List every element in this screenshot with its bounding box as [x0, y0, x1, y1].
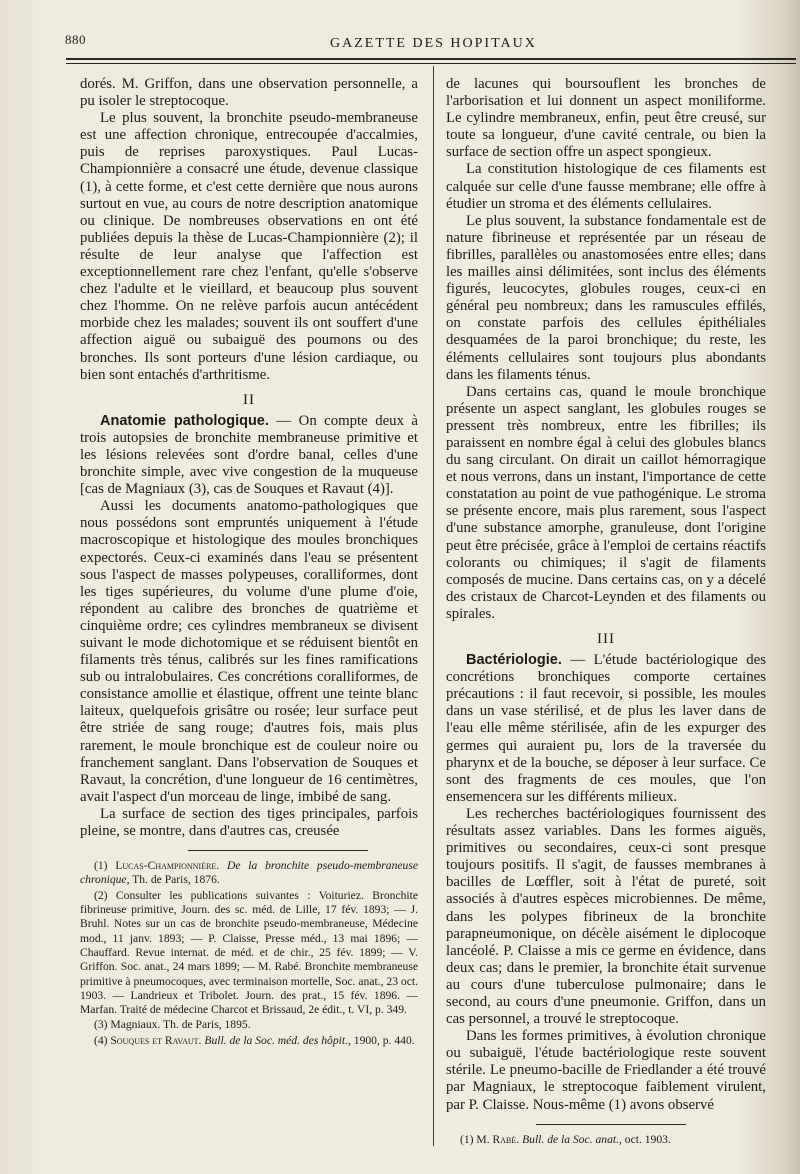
footnote-author: Souques et Ravaut.	[110, 1033, 202, 1047]
footnote: (1) M. Rabé. Bull. de la Soc. anat., oct. 1903.	[460, 1132, 671, 1146]
footnote-rule	[536, 1124, 686, 1125]
footnote: (1) Lucas-Championnière. De la bronchite pseudo-membraneuse chronique, Th. de Paris, 1876.	[80, 859, 418, 887]
paragraph-text: — On compte deux à trois autopsies de bronchite membraneuse primitive et les lésions relevées sont d'ordre banal, celles d'une bronchite simple, avec vive congestion de la muqueuse [cas de Magniaux (3), cas de Souques et Ravaut (4)].	[80, 412, 418, 498]
footnote-author: Lucas-Championnière.	[115, 859, 220, 873]
section-number: III	[597, 631, 615, 647]
paragraph-text: — L'étude bactériologique des concrétions bronchiques comporte certaines précautions : il faut recevoir, si possible, les moules dans un vase stérilisé, et de plus les laver dans de l'eau elle même stérilisée, afin de les expurger des germes qui auraient pu, lors de la traversée du pharynx et de la bouche, se déposer à leur surface. Ce sont des fragments de ces moules, que l'on ensemencera sur les différents milieux.	[446, 652, 766, 805]
footnote-title: Bull. de la Soc. méd. des hôpit.,	[204, 1033, 351, 1047]
footnote-text: oct. 1903.	[621, 1132, 671, 1146]
footnote-title: Bull. de la Soc. anat.,	[522, 1132, 622, 1146]
footnote: (2) Consulter les publications suivantes : Voituriez. Bronchite fibrineuse primitive, Journ. des sc. méd. de Lille, 17 fév. 1893; — J. Bruhl. Notes sur un cas de bronchite pseudo-membraneuse, Médecine mod., 11 janv. 1893; — P. Claisse, Presse méd., 13 mai 1896; — Chauffard. Revue internat. de méd. et de chir., 25 fév. 1899; — V. Griffon. Soc. anat., 24 mars 1899; — M. Rabé. Bronchite membraneuse primitive à pneumocoques, avec terminaison mortelle, Soc. anat., 23 oct. 1903. — Landrieux et Tribolet. Journ. des prat., 15 fév. 1896. — Marfan. Traité de médecine Charcot et Brissaud, 2e édit., t. VI, p. 349.	[80, 888, 418, 1017]
footnote: (3) Magniaux. Th. de Paris, 1895.	[94, 1018, 251, 1032]
section-number: II	[243, 391, 255, 408]
section-heading: Bactériologie.	[466, 652, 562, 669]
footnote-text: Th. de Paris, 1876.	[129, 873, 220, 887]
footnote-rule	[188, 850, 368, 851]
footnotes	[446, 1133, 766, 1147]
column-divider	[433, 66, 434, 1146]
paragraph: Le plus souvent, la bronchite pseudo-membraneuse est une affection chronique, entrecoupée d'accalmies, puis de reprises paroxystiques. Paul Lucas-Championnière a consacré une étude, devenue classique (1), à cette forme, et c'est cette dernière que nous aurons surtout en vue, au cours de notre description anatomique ou clinique. De nombreuses observations en ont été publiées depuis la thèse de Lucas-Championnière (2); il résulte de leur analyse que l'affection est exceptionnellement rare chez l'enfant, qu'elle s'observe chez l'adulte et le vieillard, et beaucoup plus souvent chez l'homme. On ne relève parfois aucun antécédent morbide chez les malades; souvent ils ont souffert d'une affection aiguë ou subaiguë des poumons ou des bronches. Ils sont porteurs d'une lésion cardiaque, ou bien sont entachés d'arthritisme.	[80, 110, 418, 383]
paragraph: Dans les formes primitives, à évolution chronique ou subaiguë, l'étude bactériologique reste souvent stérile. Le pneumo-bacille de Friedlander a été trouvé par Magniaux, le streptocoque faiblement virulent, par P. Claisse. Nous-même (1) avons observé	[446, 1028, 766, 1113]
paragraph	[446, 652, 766, 806]
paragraph: Aussi les documents anatomo-pathologiques que nous possédons sont empruntés uniquement à l'étude macroscopique et histologique des moules bronchiques expectorés. Ceux-ci examinés dans l'eau se présentent sous l'aspect de masses polypeuses, coralliformes, dont les tiges supérieures, du volume d'une plume d'oie, répondent au calibre des bronches de quatrième et cinquième ordre; ces cylindres membraneux se divisent suivant le mode dichotomique et se réduisent bientôt en filaments très ténus, calibrés sur les fines ramifications sub ou intralobulaires. Ces concrétions coralliformes, de consistance amollie et élastique, offrent une teinte blanc laiteux, quelquefois grisâtre ou rosée; leur surface peut être striée de sang rouge; d'autres fois, mais plus rarement, le moule bronchique est de couleur noire ou franchement sanglant. Dans l'observation de Souques et Ravaut, la concrétion, d'une longueur de 16 centimètres, avait l'aspect d'un morceau de linge, imbibé de sang.	[80, 498, 418, 805]
footnote-title: De la bronchite pseudo-membraneuse chronique,	[80, 859, 418, 887]
paragraph: de lacunes qui boursouflent les bronches de l'arborisation et lui donnent un aspect moniliforme. Le cylindre membraneux, enfin, peut être creusé, sur toute sa longueur, d'une cavité centrale, ou bien la surface de section offre un aspect spongieux.	[446, 76, 766, 161]
section-heading: Anatomie pathologique.	[100, 412, 269, 429]
footnote-text: 1900, p. 440.	[350, 1033, 415, 1047]
left-column	[80, 76, 418, 1049]
paragraph: dorés. M. Griffon, dans une observation personnelle, a pu isoler le streptocoque.	[80, 76, 418, 110]
header-rule-thin	[66, 63, 796, 64]
footnote-author: M. Rabé.	[476, 1132, 520, 1146]
paragraph: Le plus souvent, la substance fondamentale est de nature fibrineuse et représentée par un réseau de fibrilles, parallèles ou anastomosées entre elles; dans les mailles ainsi délimitées, sont inclus des éléments figurés, leucocytes, globules rouges, ceux-ci en général peu nombreux; dans les ramuscules effilés, on constate parfois des cellules épithéliales desquamées de la paroi bronchique; du reste, les éléments cellulaires sont toujours plus abondants dans les filaments ténus.	[446, 212, 766, 383]
paragraph: Dans certains cas, quand le moule bronchique présente un aspect sanglant, les globules rouges se pressent très nombreux, entre les fibrilles; ils paraissent en nombre égal à celui des globules blancs du sang circulant. On dirait un caillot hémorragique et nous verrons, dans un instant, l'importance de cette constatation au point de vue pathogénique. Le stroma se présente encore, mais plus rarement, sous l'aspect d'une substance amorphe, granuleuse, dont l'origine peut être précisée, grâce à l'emploi de certains réactifs colorants ou chimiques; il s'agit de filaments composés de mucine. Dans certains cas, on y a décelé des cristaux de Charcot-Leynden et des filaments ou spirales.	[446, 383, 766, 622]
running-title: GAZETTE DES HOPITAUX	[330, 36, 537, 51]
page-number: 880	[65, 32, 86, 47]
right-column	[446, 76, 766, 1148]
paragraph: La surface de section des tiges principales, parfois pleine, se montre, dans d'autres cas, creusée	[80, 805, 418, 840]
paragraph	[80, 413, 418, 498]
header-rule	[66, 58, 796, 60]
paragraph: Les recherches bactériologiques fournissent des résultats assez variables. Dans les formes aiguës, primitives ou secondaires, ceux-ci sont presque toujours positifs. Il s'agit, de fausses membranes à bacilles de Lœffler, soit à l'état de pureté, soit associés à d'autres espèces microbiennes. De même, dans les polypes fibrineux de la bronchite parapneumonique, on décèle aisément le diplocoque lancéolé. P. Claisse a mis ce germe en évidence, dans deux cas; dans le premier, la bronchite était survenue au cours d'une tuberculose pulmonaire; dans le second, au cours d'une pneumonie. Griffon, dans un cas personnel, a trouvé le streptocoque.	[446, 805, 766, 1028]
footnotes	[80, 859, 418, 1048]
footnote: (4) Souques et Ravaut. Bull. de la Soc. méd. des hôpit., 1900, p. 440.	[94, 1033, 415, 1047]
paragraph: La constitution histologique de ces filaments est calquée sur celle d'une fausse membrane; elle offre à étudier un stroma et des éléments cellulaires.	[446, 161, 766, 212]
